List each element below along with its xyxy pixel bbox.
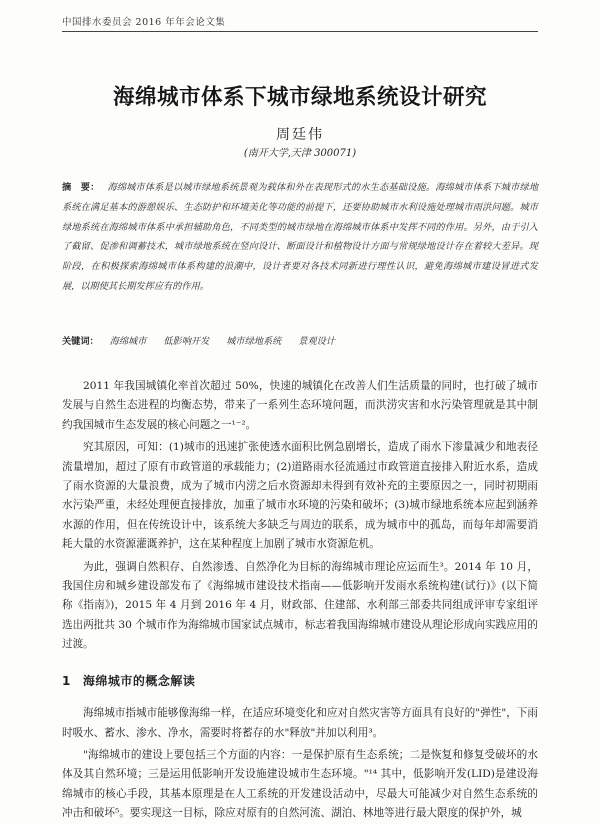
keywords xyxy=(62,333,538,347)
keyword-item: 景观设计 xyxy=(298,336,335,347)
body-paragraph: 究其原因，可知：(1)城市的迅速扩张使透水面积比例急剧增长，造成了雨水下渗量减少和地表径流量增加，超过了原有市政管道的承载能力；(2)道路雨水径流通过市政管道直接排入附近水系，造成了雨水资源的大量浪费，成为了城市内涝之后水资源却未得到有效补充的主要原因之一，同时初期雨水污染严重，未经处理便直接排放，加重了城市水环境的污染和破坏；(3)城市绿地系统本应起到涵养水源的作用，但在传统设计中，该系统大多缺乏与周边的联系，成为城市中的孤岛，而每年却需要消耗大量的水资源灌溉养护，这在某种程度上加剧了城市水资源危机。 xyxy=(62,441,538,551)
keyword-item: 海绵城市 xyxy=(109,336,147,347)
body-paragraph: 2011 年我国城镇化率首次超过 50%，快速的城镇化在改善人们生活质量的同时，也打破了城市发展与自然生态进程的均衡态势，带来了一系列生态环境问题，而洪涝灾害和水污染管理就是其中制约我国城市生态发展的核心问题之一¹⁻²。 xyxy=(62,380,538,431)
abstract-label: 摘 要： xyxy=(62,182,100,193)
abstract-text: 海绵城市体系是以城市绿地系统景观为载体和外在表现形式的水生态基础设施。海绵城市体系下城市绿地系统在满足基本的游憩娱乐、生态防护和环境美化等功能的前提下，还要协助城市水利设施处理城市雨洪问题。城市绿地系统在海绵城市体系中承担辅助角色，不同类型的城市绿地在海绵城市体系中发挥不同的作用。另外，由于引入了截留、促渗和调蓄技术，城市绿地系统在竖向设计、断面设计和植物设计方面与常规绿地设计存在着较大差异。现阶段，在积极探索海绵城市体系构建的浪潮中，设计者要对各技术同新进行理性认识，避免海绵城市建设冒进式发展，以期使其长期发挥应有的作用。 xyxy=(62,182,539,292)
abstract xyxy=(62,178,538,297)
keyword-item: 低影响开发 xyxy=(163,336,210,347)
body-paragraph: 为此，强调自然积存、自然渗透、自然净化为目标的海绵城市理论应运而生³。2014 年 10 月，我国住房和城乡建设部发布了《海绵城市建设技术指南——低影响开发雨水系统构建(试行)》(以下简称《指南》)，2015 年 4 月到 2016 年 4 月，财政部、住建部、水利部三部委共同组成评审专家组评选出两批共 30 个城市作为海绵城市国家试点城市，标志着我国海绵城市建设从理论形成向实践应用的过渡。 xyxy=(62,560,538,651)
running-header: 中国排水委员会 2016 年年会论文集 xyxy=(62,17,226,28)
section-title: 海绵城市的概念解读 xyxy=(82,673,196,688)
section-number: 1 xyxy=(62,673,71,688)
keyword-item: 城市绿地系统 xyxy=(226,336,282,347)
author-affiliation: (南开大学,天津 300071) xyxy=(243,148,357,159)
header-rule xyxy=(62,31,538,32)
body-paragraph: 海绵城市指城市能够像海绵一样，在适应环境变化和应对自然灾害等方面具有良好的"弹性"，下雨时吸水、蓄水、渗水、净水，需要时将蓄存的水"释放"并加以利用³。 xyxy=(62,707,538,739)
author-name: 周廷伟 xyxy=(276,127,324,143)
section-heading xyxy=(62,672,538,691)
body-text xyxy=(62,377,538,824)
paper-title: 海绵城市体系下城市绿地系统设计研究 xyxy=(112,85,487,110)
body-paragraph: "海绵城市的建设上要包括三个方面的内容：一是保护原有生态系统；二是恢复和修复受破坏的水体及其自然环境；三是运用低影响开发设施建设城市生态环境。"¹⁴ 其中，低影响开发(LID)是建设海绵城市的核心手段，其基本原理是在人工系统的开发建设活动中，尽最大可能减少对自然生态系统的冲击和破坏⁵。要实现这一目标，除应对原有的自然河流、湖泊、林地等进行最大限度的保护外，城 xyxy=(62,748,538,820)
keywords-label: 关键词： xyxy=(62,336,99,347)
